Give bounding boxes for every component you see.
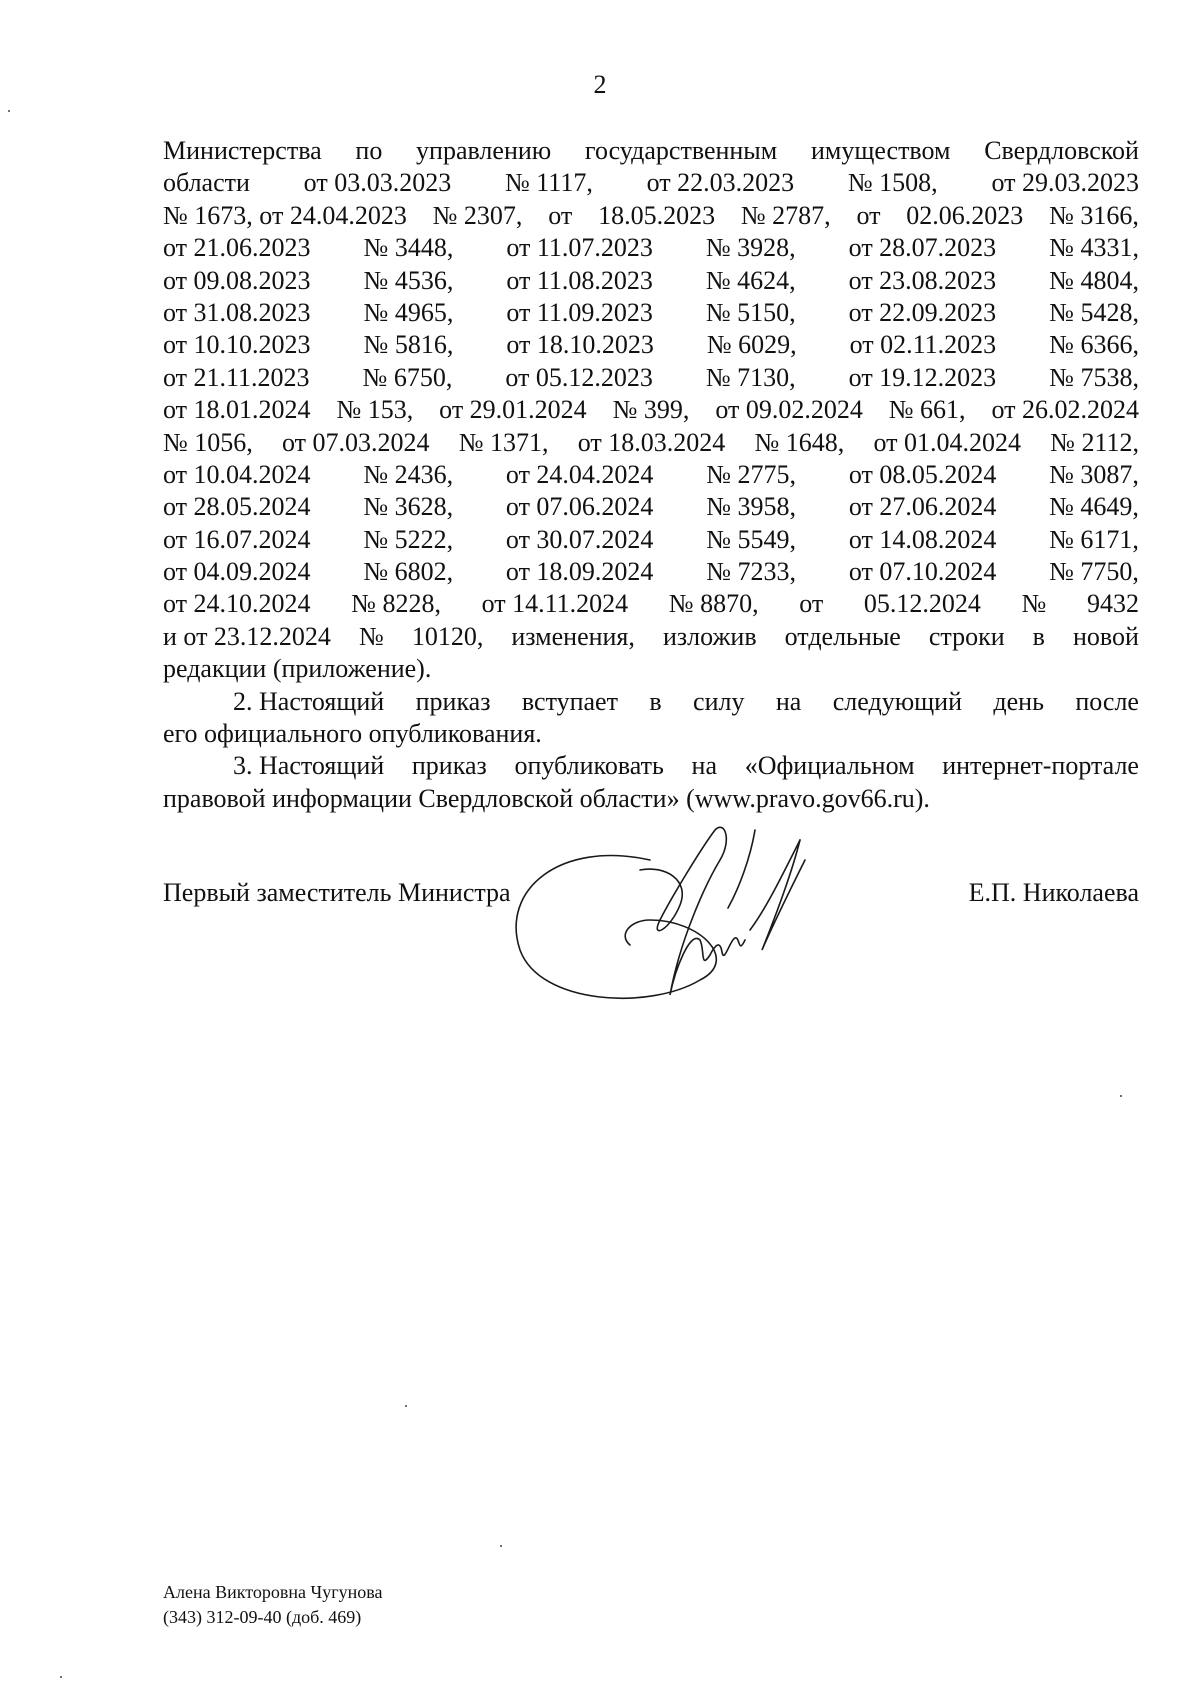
text-segment: отдельные bbox=[784, 621, 901, 651]
text-segment: от 01.04.2024 bbox=[873, 427, 1021, 457]
text-segment: 05.12.2024 bbox=[863, 589, 981, 619]
text-segment: от 23.08.2023 bbox=[848, 265, 997, 295]
text-segment: № 661, bbox=[888, 395, 966, 425]
text-segment: № 8870, bbox=[668, 589, 759, 619]
text-segment: в bbox=[649, 686, 662, 716]
text-segment: от 29.01.2024 bbox=[439, 395, 587, 425]
text-segment: от 30.07.2024 bbox=[505, 524, 654, 554]
text-segment: от 07.03.2024 bbox=[282, 427, 430, 457]
paragraph-1-line bbox=[163, 588, 1139, 620]
text-segment: опубликовать bbox=[514, 751, 664, 781]
paragraph-1-line bbox=[163, 621, 1139, 653]
text-segment: управлению bbox=[416, 136, 552, 165]
text-segment: строки bbox=[928, 621, 1005, 651]
text-segment: от 14.08.2024 bbox=[848, 524, 997, 554]
text-segment: от 11.09.2023 bbox=[506, 297, 653, 327]
text-segment: № 6802, bbox=[363, 557, 454, 587]
text-segment: от 07.06.2024 bbox=[505, 492, 654, 522]
text-segment: приказ bbox=[411, 751, 487, 781]
text-segment: день bbox=[993, 686, 1044, 716]
text-segment: № 1673, от 24.04.2023 bbox=[163, 200, 407, 230]
text-segment: № 1508, bbox=[847, 168, 938, 198]
text-segment: № 1371, bbox=[458, 427, 549, 457]
paragraph-1-line bbox=[163, 232, 1139, 264]
text-segment: от 03.03.2023 bbox=[303, 168, 452, 198]
text-segment: от bbox=[799, 589, 824, 619]
executor-info bbox=[163, 1580, 382, 1630]
text-segment: от 07.10.2024 bbox=[848, 557, 997, 587]
scan-speck bbox=[405, 1405, 407, 1407]
text-segment: 9432 bbox=[1086, 589, 1139, 619]
text-segment: от 31.08.2023 bbox=[163, 297, 311, 327]
text-segment: следующий bbox=[832, 686, 962, 716]
text-segment: от 26.02.2024 bbox=[991, 395, 1139, 425]
text-segment: № 2787, bbox=[740, 200, 831, 230]
text-segment: имуществом bbox=[810, 136, 951, 165]
text-segment: от 08.05.2024 bbox=[848, 459, 997, 489]
paragraph-1-line bbox=[163, 265, 1139, 297]
text-segment: № 5222, bbox=[363, 524, 454, 554]
text-segment: от 18.09.2024 bbox=[505, 557, 654, 587]
text-segment: № 7233, bbox=[706, 557, 797, 587]
text-segment: № 2775, bbox=[706, 459, 797, 489]
document-body bbox=[163, 135, 1139, 815]
text-segment: № 4649, bbox=[1049, 492, 1139, 522]
signatory-title: Первый заместитель Министра bbox=[163, 878, 511, 907]
text-segment: от 11.07.2023 bbox=[506, 233, 653, 263]
text-segment: от 21.06.2023 bbox=[163, 233, 311, 263]
text-segment: от 18.03.2024 bbox=[577, 427, 726, 457]
scan-speck bbox=[500, 1545, 502, 1547]
paragraph-1-line bbox=[163, 556, 1139, 588]
page-number: 2 bbox=[593, 70, 607, 99]
text-segment: № 7130, bbox=[705, 362, 796, 392]
text-segment: № 6366, bbox=[1049, 330, 1139, 360]
paragraph-1-line bbox=[163, 491, 1139, 523]
text-segment: № 3628, bbox=[363, 492, 454, 522]
text-segment: № 1117, bbox=[504, 168, 593, 198]
paragraph-1-line bbox=[163, 329, 1139, 361]
text-segment: изменения, bbox=[511, 621, 635, 651]
text-segment: от 14.11.2024 bbox=[481, 589, 629, 619]
text-segment: № 4624, bbox=[705, 265, 796, 295]
paragraph-1-line bbox=[163, 524, 1139, 556]
text-segment: № 7750, bbox=[1049, 557, 1139, 587]
text-segment: от 11.08.2023 bbox=[506, 265, 653, 295]
text-segment: № 1056, bbox=[163, 427, 253, 457]
paragraph-2 bbox=[163, 686, 1139, 718]
scan-speck bbox=[1120, 1095, 1122, 1097]
text-segment: 10120, bbox=[411, 621, 484, 651]
handwritten-signature bbox=[500, 820, 880, 1010]
text-segment: № 4536, bbox=[363, 265, 454, 295]
text-segment: № 1648, bbox=[754, 427, 845, 457]
text-segment: № 153, bbox=[336, 395, 414, 425]
executor-phone: (343) 312-09-40 (доб. 469) bbox=[163, 1607, 362, 1627]
text-segment: от 18.10.2023 bbox=[506, 330, 654, 360]
paragraph-2-last-text: его официального опубликования. bbox=[163, 719, 542, 749]
paragraph-1-line bbox=[163, 459, 1139, 491]
text-segment: № 3928, bbox=[705, 233, 796, 263]
text-segment: № 5549, bbox=[706, 524, 797, 554]
text-segment: № 6171, bbox=[1049, 524, 1139, 554]
text-segment: от 27.06.2024 bbox=[848, 492, 997, 522]
text-segment: от 22.03.2023 bbox=[646, 168, 795, 198]
paragraph-1-last-text: редакции (приложение). bbox=[163, 654, 432, 684]
text-segment: № 3958, bbox=[706, 492, 797, 522]
text-segment: от 10.10.2023 bbox=[163, 330, 311, 360]
text-segment: Свердловской bbox=[984, 136, 1139, 165]
paragraph-1-line bbox=[163, 427, 1139, 459]
text-segment: по bbox=[355, 136, 383, 165]
text-segment: № 399, bbox=[612, 395, 690, 425]
paragraph-3-last-text: правовой информации Свердловской области» (www.pravo.gov66.ru). bbox=[163, 783, 930, 813]
text-segment: от 09.08.2023 bbox=[163, 265, 311, 295]
paragraph-1-last-line bbox=[163, 653, 1139, 685]
text-segment: «Официальном bbox=[744, 751, 915, 781]
text-segment: интернет-портале bbox=[942, 751, 1139, 781]
paragraph-1 bbox=[163, 135, 1139, 653]
text-segment: № 5150, bbox=[705, 297, 796, 327]
text-segment: от 29.03.2023 bbox=[991, 168, 1139, 198]
text-segment: на bbox=[691, 751, 717, 781]
scan-speck bbox=[8, 110, 10, 112]
text-segment: от 09.02.2024 bbox=[715, 395, 863, 425]
text-segment: от 16.07.2024 bbox=[163, 524, 311, 554]
paragraph-3-last-line bbox=[163, 783, 1139, 815]
text-segment: от bbox=[856, 200, 881, 230]
text-segment: № 5816, bbox=[363, 330, 454, 360]
text-segment: от 22.09.2023 bbox=[848, 297, 997, 327]
text-segment: № 6029, bbox=[706, 330, 797, 360]
paragraph-3-line bbox=[233, 750, 1139, 782]
text-segment: от 18.01.2024 bbox=[163, 395, 311, 425]
text-segment: № 2307, bbox=[432, 200, 523, 230]
text-segment: 18.05.2023 bbox=[598, 200, 716, 230]
text-segment: № 8228, bbox=[351, 589, 441, 619]
text-segment: и от 23.12.2024 bbox=[163, 621, 331, 651]
text-segment: от 21.11.2023 bbox=[163, 362, 310, 392]
text-segment: от 02.11.2023 bbox=[849, 330, 997, 360]
paragraph-2-last-line bbox=[163, 718, 1139, 750]
text-segment: от 10.04.2024 bbox=[163, 459, 311, 489]
paragraph-1-line bbox=[163, 200, 1139, 232]
text-segment: силу bbox=[693, 686, 745, 716]
text-segment: от bbox=[548, 200, 573, 230]
text-segment: приказ bbox=[415, 686, 491, 716]
text-segment: № 4804, bbox=[1049, 265, 1139, 295]
text-segment: на bbox=[775, 686, 802, 716]
text-segment: № 3448, bbox=[363, 233, 454, 263]
paragraph-1-line bbox=[163, 167, 1139, 199]
text-segment: от 24.04.2024 bbox=[505, 459, 654, 489]
text-segment: № bbox=[358, 621, 384, 651]
text-segment: № 5428, bbox=[1049, 297, 1139, 327]
text-segment: от 24.10.2024 bbox=[163, 589, 311, 619]
paragraph-1-line bbox=[163, 362, 1139, 394]
scan-speck bbox=[60, 1676, 62, 1678]
text-segment: от 19.12.2023 bbox=[848, 362, 997, 392]
text-segment: от 04.09.2024 bbox=[163, 557, 311, 587]
text-segment: 3. Настоящий bbox=[233, 751, 385, 781]
paragraph-3 bbox=[163, 750, 1139, 782]
text-segment: № 6750, bbox=[362, 362, 453, 392]
text-segment: в bbox=[1032, 621, 1045, 651]
signatory-name: Е.П. Николаева bbox=[968, 878, 1139, 907]
paragraph-1-line bbox=[163, 297, 1139, 329]
text-segment: 2. Настоящий bbox=[233, 686, 385, 716]
executor-name: Алена Викторовна Чугунова bbox=[163, 1582, 383, 1602]
text-segment: от 28.05.2024 bbox=[163, 492, 311, 522]
text-segment: от 28.07.2023 bbox=[848, 233, 997, 263]
text-segment: 02.06.2023 bbox=[906, 200, 1024, 230]
text-segment: изложив bbox=[662, 621, 757, 651]
text-segment: № 2436, bbox=[363, 459, 454, 489]
text-segment: от 05.12.2023 bbox=[505, 362, 653, 392]
text-segment: № bbox=[1021, 589, 1047, 619]
text-segment: государственным bbox=[584, 136, 778, 165]
text-segment: № 4331, bbox=[1049, 233, 1139, 263]
text-segment: области bbox=[163, 168, 250, 198]
text-segment: № 3166, bbox=[1049, 200, 1139, 230]
text-segment: после bbox=[1075, 686, 1139, 716]
text-segment: № 7538, bbox=[1049, 362, 1139, 392]
paragraph-1-line bbox=[163, 135, 1139, 167]
text-segment: № 2112, bbox=[1050, 427, 1139, 457]
text-segment: № 4965, bbox=[363, 297, 454, 327]
text-segment: вступает bbox=[521, 686, 618, 716]
paragraph-1-line bbox=[163, 394, 1139, 426]
text-segment: № 3087, bbox=[1049, 459, 1139, 489]
paragraph-2-line bbox=[233, 686, 1139, 718]
text-segment: новой bbox=[1072, 621, 1139, 651]
text-segment: Министерства bbox=[163, 136, 322, 165]
